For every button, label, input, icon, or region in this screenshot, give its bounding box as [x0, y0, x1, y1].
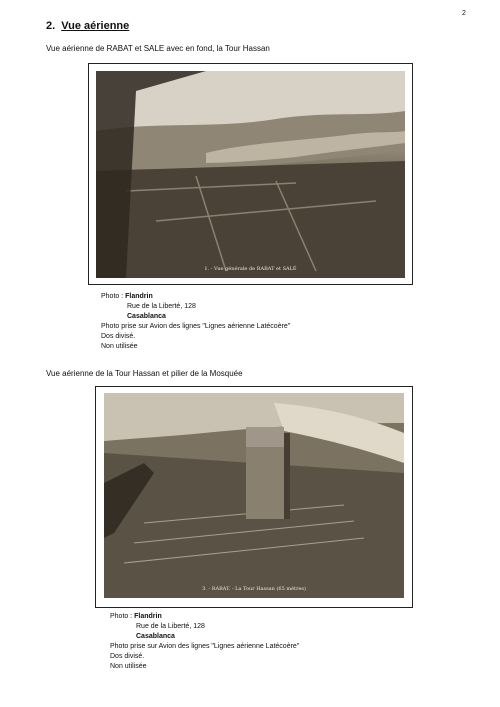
city-1: Casablanca — [127, 313, 166, 320]
city-2: Casablanca — [136, 633, 175, 640]
photo-label-1: 1. - Vue générale de RABAT et SALÉ — [204, 266, 297, 272]
note1-2: Photo prise sur Avion des lignes "Lignes aérienne Latécoère" — [110, 643, 300, 650]
photo-label-2: 3. - RABAT. - La Tour Hassan (65 mètres) — [202, 586, 306, 592]
page-number: 2 — [462, 10, 466, 17]
address-2: Rue de la Liberté, 128 — [136, 623, 205, 630]
note3-1: Non utilisée — [101, 343, 138, 350]
address-1: Rue de la Liberté, 128 — [127, 303, 196, 310]
postcard-frame-2 — [95, 386, 413, 608]
aerial-photo-tour-hassan — [104, 393, 404, 598]
photo-caption-1: Vue aérienne de RABAT et SALE avec en fond, la Tour Hassan — [46, 44, 270, 53]
aerial-photo-rabat-sale-drawing — [96, 71, 405, 278]
section-number: 2. — [46, 20, 56, 32]
photo-info-2 — [110, 612, 299, 672]
note2-2: Dos divisé. — [110, 653, 145, 660]
note2-1: Dos divisé. — [101, 333, 136, 340]
postcard-frame-1 — [88, 63, 413, 285]
photo-prefix-1: Photo : — [101, 293, 126, 300]
photo-caption-2: Vue aérienne de la Tour Hassan et pilier de la Mosquée — [46, 369, 243, 378]
note3-2: Non utilisée — [110, 663, 147, 670]
photographer-1: Flandrin — [125, 293, 153, 300]
section-heading — [46, 20, 129, 32]
photo-prefix-2: Photo : — [110, 613, 135, 620]
aerial-photo-rabat-sale — [96, 71, 405, 278]
aerial-photo-tour-hassan-drawing — [104, 393, 404, 598]
photographer-2: Flandrin — [134, 613, 162, 620]
photo-info-1 — [101, 292, 290, 352]
note1-1: Photo prise sur Avion des lignes "Lignes aérienne Latécoère" — [101, 323, 291, 330]
section-title: Vue aérienne — [61, 20, 130, 32]
